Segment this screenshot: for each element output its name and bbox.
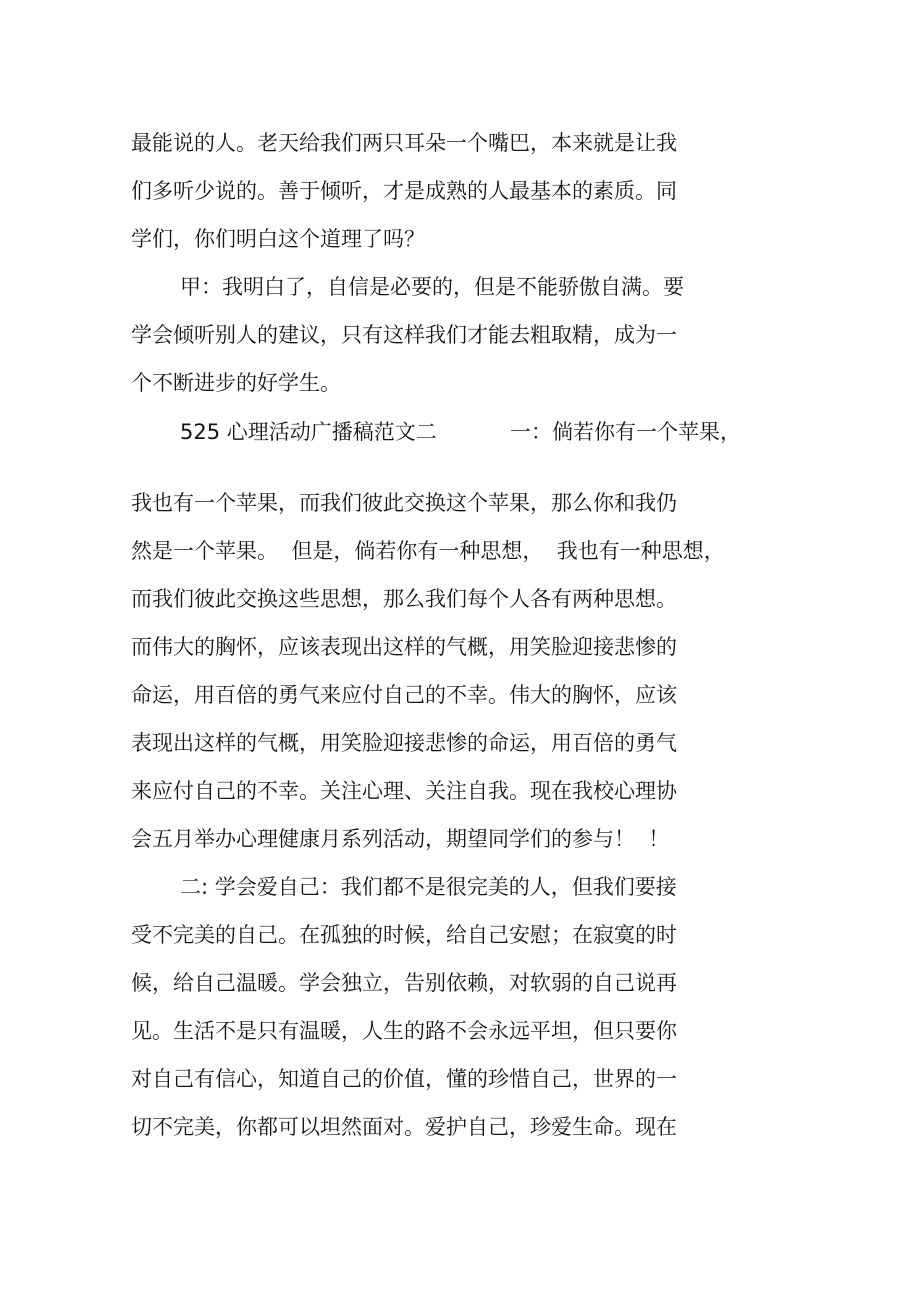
paragraph-line: 我也有一个苹果，而我们彼此交换这个苹果，那么你和我仍 bbox=[131, 491, 677, 515]
paragraph-line: 见。生活不是只有温暖，人生的路不会永远平坦，但只要你 bbox=[131, 1019, 677, 1043]
paragraph-line: 候，给自己温暖。学会独立，告别依赖，对软弱的自己说再 bbox=[131, 971, 677, 995]
paragraph-line: 最能说的人。老天给我们两只耳朵一个嘴巴，本来就是让我 bbox=[131, 131, 677, 155]
paragraph-line: 学们，你们明白这个道理了吗？ bbox=[131, 227, 425, 251]
paragraph-line: 甲：我明白了，自信是必要的，但是不能骄傲自满。要 bbox=[180, 275, 684, 299]
paragraph-line: 学会倾听别人的建议，只有这样我们才能去粗取精，成为一 bbox=[131, 323, 677, 347]
paragraph-line: 对自己有信心，知道自己的价值，懂的珍惜自己，世界的一 bbox=[131, 1067, 677, 1091]
paragraph-line: 切不完美，你都可以坦然面对。爱护自己，珍爱生命。现在 bbox=[131, 1115, 677, 1139]
paragraph-line: 二: 学会爱自己：我们都不是很完美的人，但我们要接 bbox=[180, 875, 677, 899]
section-lead: 一：倘若你有一个苹果， bbox=[510, 420, 741, 444]
paragraph-line: 而我们彼此交换这些思想，那么我们每个人各有两种思想。 bbox=[131, 587, 677, 611]
section-title: 525 心理活动广播稿范文二 bbox=[180, 420, 437, 444]
paragraph-line: 而伟大的胸怀，应该表现出这样的气概，用笑脸迎接悲惨的 bbox=[131, 635, 677, 659]
paragraph-line: 然是一个苹果。 但是，倘若你有一种思想， 我也有一种思想， bbox=[131, 539, 725, 563]
paragraph-line: 来应付自己的不幸。关注心理、关注自我。现在我校心理协 bbox=[131, 779, 677, 803]
paragraph-line: 表现出这样的气概，用笑脸迎接悲惨的命运，用百倍的勇气 bbox=[131, 731, 677, 755]
paragraph-line: 受不完美的自己。在孤独的时候，给自己安慰；在寂寞的时 bbox=[131, 923, 677, 947]
paragraph-line: 个不断进步的好学生。 bbox=[131, 371, 341, 395]
paragraph-line: 会五月举办心理健康月系列活动，期望同学们的参与！ ！ bbox=[131, 827, 670, 851]
paragraph-line: 命运，用百倍的勇气来应付自己的不幸。伟大的胸怀，应该 bbox=[131, 683, 677, 707]
paragraph-line: 们多听少说的。善于倾听，才是成熟的人最基本的素质。同 bbox=[131, 179, 677, 203]
